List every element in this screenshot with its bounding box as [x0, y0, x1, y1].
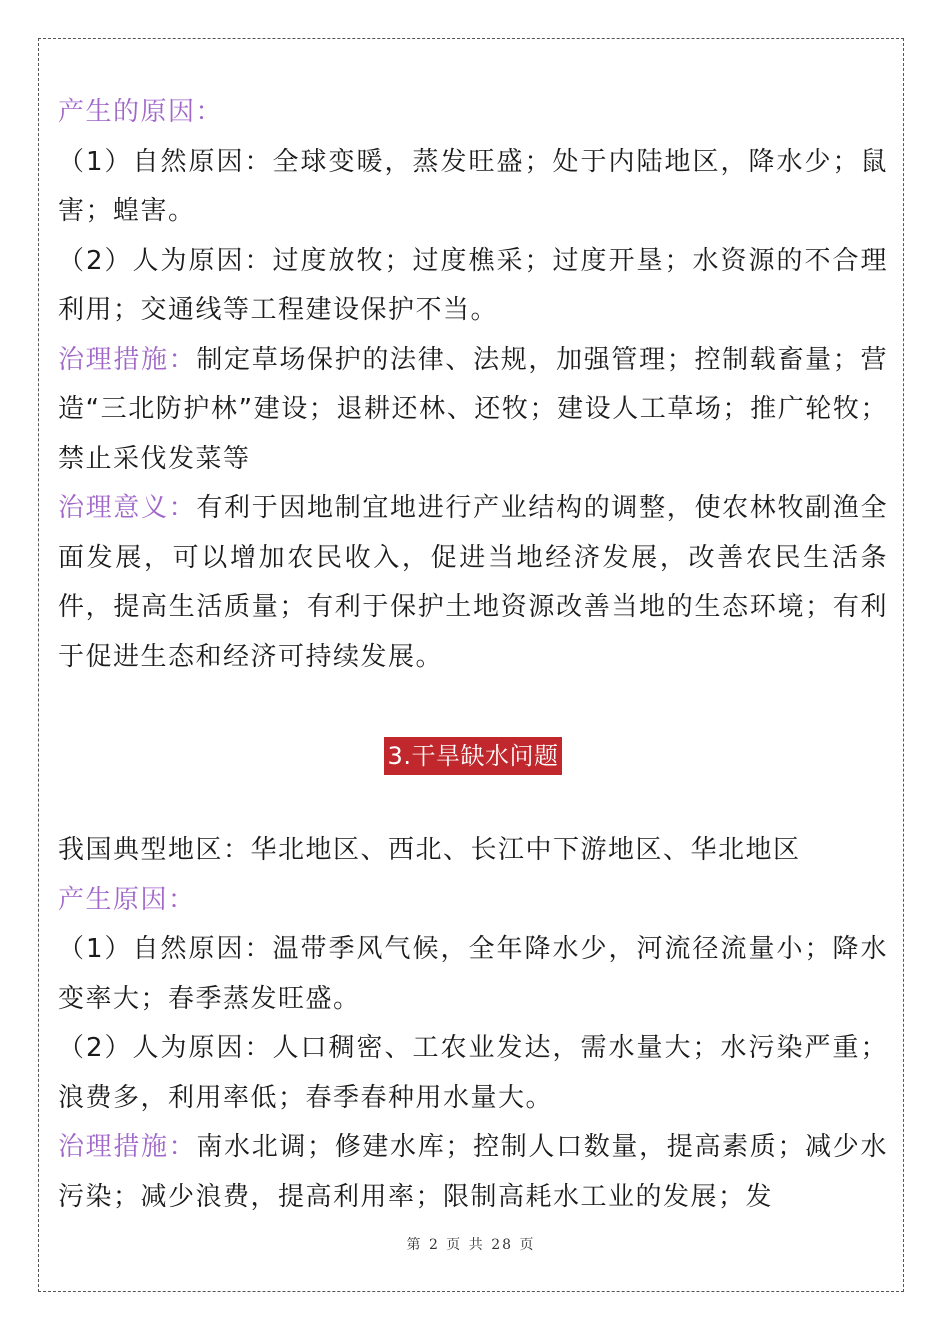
- cause-natural-paragraph: （1）自然原因：全球变暖，蒸发旺盛；处于内陆地区，降水少；鼠害；蝗害。: [58, 146, 888, 226]
- measures-paragraph-2: [58, 1123, 888, 1222]
- measures-label: 治理措施：: [58, 344, 197, 375]
- cause-human-paragraph-2: （2）人为原因：人口稠密、工农业发达，需水量大；水污染严重；浪费多，利用率低；春季春种用水量大。: [58, 1033, 888, 1113]
- significance-paragraph: [58, 484, 888, 682]
- significance-text: 有利于因地制宜地进行产业结构的调整，使农林牧副渔全面发展，可以增加农民收入，促进当地经济发展，改善农民生活条件，提高生活质量；有利于保护土地资源改善当地的生态环境；有利于促进生态和经济可持续发展。: [58, 493, 888, 672]
- significance-label: 治理意义：: [58, 493, 197, 523]
- measures-label-2: 治理措施：: [58, 1132, 197, 1162]
- measures-paragraph: [58, 336, 888, 485]
- cause-label: 产生的原因：: [58, 97, 224, 127]
- section-heading-container: [58, 730, 888, 780]
- measures-text: 制定草场保护的法律、法规，加强管理；控制载畜量；营造“三北防护林”建设；退耕还林、还牧；建设人工草场；推广轮牧；禁止采伐发菜等: [58, 344, 888, 474]
- cause-natural-paragraph-2: （1）自然原因：温带季风气候，全年降水少，河流径流量小；降水变率大；春季蒸发旺盛。: [58, 934, 888, 1014]
- section-heading: 3.干旱缺水问题: [384, 737, 563, 775]
- cause-heading-2: [58, 876, 888, 926]
- cause-label-2: 产生原因：: [58, 884, 196, 915]
- region-paragraph: 我国典型地区：华北地区、西北、长江中下游地区、华北地区: [58, 835, 801, 865]
- cause-human-paragraph: （2）人为原因：过度放牧；过度樵采；过度开垦；水资源的不合理利用；交通线等工程建设保护不当。: [58, 245, 888, 325]
- measures-text-2: 南水北调；修建水库；控制人口数量，提高素质；减少水污染；减少浪费，提高利用率；限制高耗水工业的发展；发: [58, 1132, 888, 1212]
- cause-heading: [58, 88, 888, 138]
- page-number: 第 2 页 共 28 页: [406, 1237, 536, 1253]
- document-content: [58, 88, 888, 1222]
